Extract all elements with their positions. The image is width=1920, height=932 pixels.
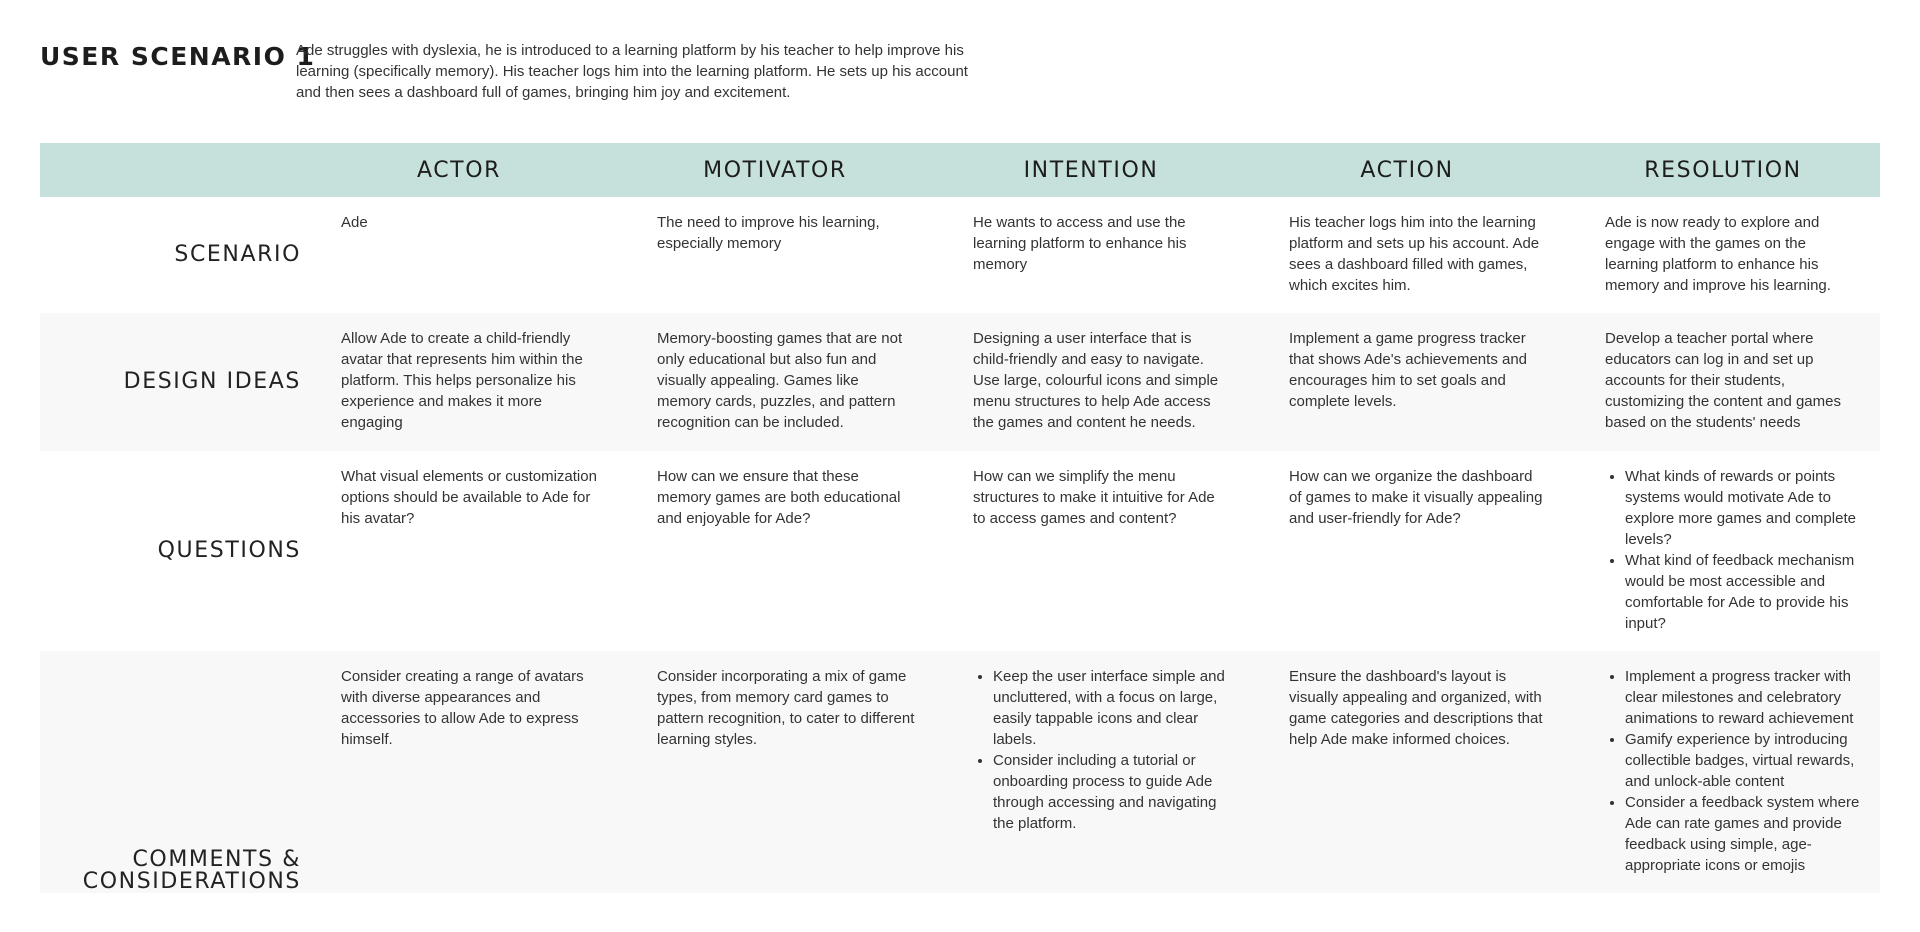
row-label-design-ideas: DESIGN IDEAS [123,369,301,394]
design-ideas-resolution-cell: Develop a teacher portal where educators can log in and set up accounts for their students, customizing the content and games based on the students' needs [1605,330,1841,431]
comments-action-cell: Ensure the dashboard's layout is visually appealing and organized, with game categories and descriptions that help Ade make informed choices. [1289,668,1543,748]
table-row-design-ideas [40,313,1880,451]
list-item: • What kind of feedback mechanism would be most accessible and comfortable for Ade to provide his input? [1625,550,1863,634]
table-row-comments [40,651,1880,893]
questions-actor-cell: What visual elements or customization options should be available to Ade for his avatar? [341,468,597,527]
column-header-action: ACTION [1360,157,1454,183]
list-item: • Consider including a tutorial or onboarding process to guide Ade through accessing and navigating the platform. [993,750,1231,834]
row-label-questions: QUESTIONS [157,538,301,563]
questions-resolution-cell [1565,451,1881,651]
comments-resolution-cell [1565,651,1881,893]
table-header-row [40,143,1880,197]
comments-resolution-list [1605,666,1863,876]
list-item: • What kinds of rewards or points systems would motivate Ade to explore more games and complete levels? [1625,466,1863,550]
row-label-scenario: SCENARIO [174,242,301,267]
list-item: • Keep the user interface simple and uncluttered, with a focus on large, easily tappable icons and clear labels. [993,666,1231,750]
design-ideas-actor-cell: Allow Ade to create a child-friendly avatar that represents him within the platform. This helps personalize his experience and makes it more engaging [341,330,583,431]
design-ideas-intention-cell: Designing a user interface that is child-friendly and easy to navigate. Use large, colourful icons and simple menu structures to help Ade access the games and content he needs. [973,330,1219,431]
scenario-table [40,143,1880,893]
column-header-actor: ACTOR [416,157,502,183]
scenario-motivator-cell: The need to improve his learning, especially memory [657,214,880,252]
comments-intention-cell [933,651,1249,893]
row-label-comments-line2: CONSIDERATIONS [82,869,301,894]
scenario-intention-cell: He wants to access and use the learning platform to enhance his memory [973,214,1187,273]
table-row-scenario [40,197,1880,313]
row-label-comments-line1: COMMENTS & [132,847,301,872]
list-item: • Gamify experience by introducing collectible badges, virtual rewards, and unlock-able content [1625,729,1863,792]
questions-motivator-cell: How can we ensure that these memory games are both educational and enjoyable for Ade? [657,468,901,527]
scenario-resolution-cell: Ade is now ready to explore and engage with the games on the learning platform to enhance his memory and improve his learning. [1605,214,1831,294]
comments-actor-cell: Consider creating a range of avatars with diverse appearances and accessories to allow Ade to express himself. [341,668,584,748]
column-header-intention: INTENTION [1023,157,1159,183]
table-row-questions [40,451,1880,651]
comments-intention-list [973,666,1231,834]
list-item: • Consider a feedback system where Ade can rate games and provide feedback using simple, age-appropriate icons or emojis [1625,792,1863,876]
scenario-actor-cell: Ade [341,214,368,231]
scenario-action-cell: His teacher logs him into the learning platform and sets up his account. Ade sees a dashboard filled with games, which excites him. [1289,214,1540,294]
row-label-comments [40,651,301,893]
column-header-motivator: MOTIVATOR [703,157,847,183]
design-ideas-action-cell: Implement a game progress tracker that shows Ade's achievements and encourages him to set goals and complete levels. [1289,330,1528,410]
scenario-intro: Ade struggles with dyslexia, he is introduced to a learning platform by his teacher to help improve his learning (specifically memory). His teacher logs him into the learning platform. He sets up his account and then sees a dashboard full of games, bringing him joy and excitement. [296,42,968,101]
questions-action-cell: How can we organize the dashboard of games to make it visually appealing and user-friendly for Ade? [1289,468,1543,527]
questions-resolution-list [1605,466,1863,634]
page-title: USER SCENARIO 1 [40,42,316,71]
column-header-resolution: RESOLUTION [1644,157,1802,183]
questions-intention-cell: How can we simplify the menu structures to make it intuitive for Ade to access games and content? [973,468,1215,527]
list-item: • Implement a progress tracker with clear milestones and celebratory animations to reward achievement [1625,666,1863,729]
design-ideas-motivator-cell: Memory-boosting games that are not only educational but also fun and visually appealing. Games like memory cards, puzzles, and pattern recognition can be included. [657,330,903,431]
comments-motivator-cell: Consider incorporating a mix of game types, from memory card games to pattern recognition, to cater to different learning styles. [657,668,915,748]
